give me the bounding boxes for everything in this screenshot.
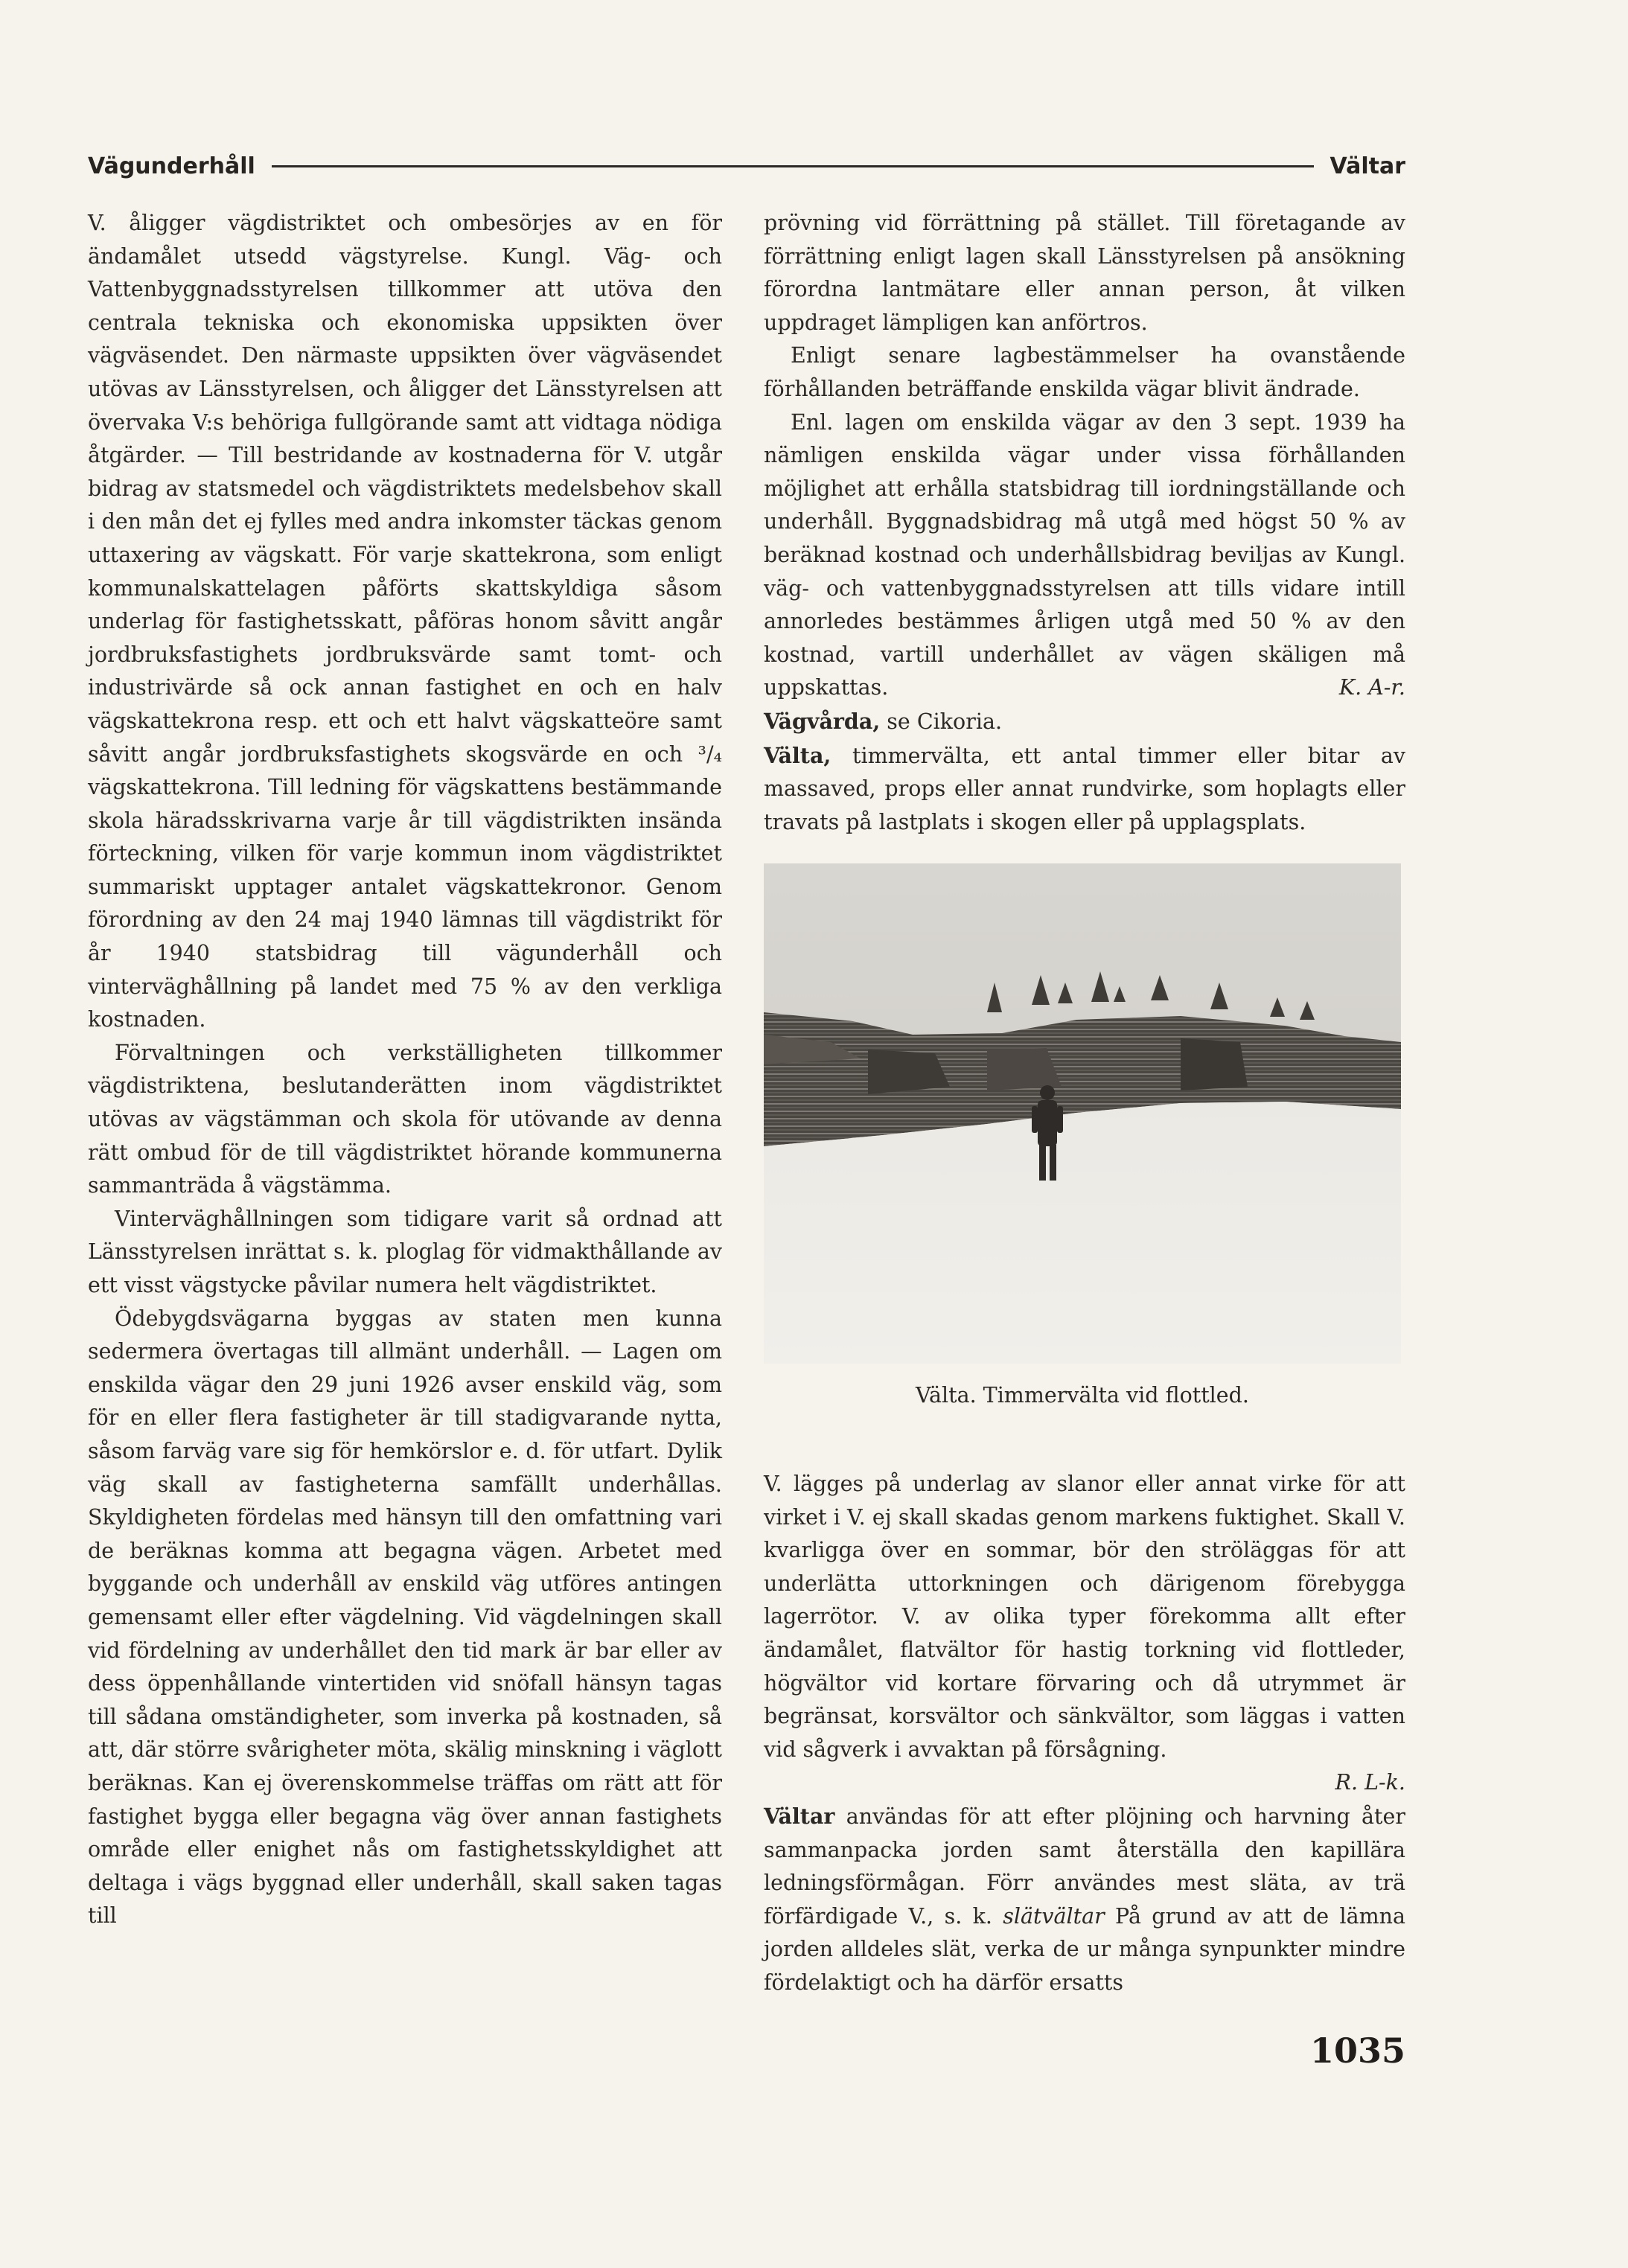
author-signature: R. L-k. bbox=[1335, 1770, 1405, 1795]
paragraph bbox=[764, 1468, 1405, 1766]
entry-vagvarda bbox=[764, 705, 1405, 739]
right-column-top bbox=[764, 207, 1405, 839]
paragraph: Vinterväghållningen som tidigare varit så ordnad att Länsstyrelsen inrättat s. k. ploglag för vidmakthållande av ett visst vägstycke påvilar numera helt vägdistriktet. bbox=[88, 1206, 722, 1297]
entry-text: användas för att efter plöjning och harvning åter sammanpacka jorden samt återställa den kapillära ledningsförmågan. Förr användes mest släta, av trä förfärdigade V., s. k. bbox=[764, 1804, 1405, 1929]
entry-text: se Cikoria. bbox=[880, 709, 1002, 734]
running-head bbox=[88, 151, 1405, 181]
entry-italic-term: slätvältar bbox=[1003, 1903, 1105, 1929]
page-number: 1035 bbox=[1309, 2031, 1405, 2071]
entry-valta bbox=[764, 739, 1405, 840]
paragraph bbox=[764, 406, 1405, 705]
paragraph: V. åligger vägdistriktet och ombesörjes av en för ändamålet utsedd vägstyrelse. Kungl. Väg- och Vattenbyggnadsstyrelsen tillkommer att utöva den centrala tekniska och ekonomiska uppsikten över vägväsendet. Den närmaste uppsikten över vägväsendet utövas av Länsstyrelsen, och åligger det Länsstyrelsen att övervaka V:s behöriga fullgörande samt att vidtaga nödiga åtgärder. — Till bestridande av kostnaderna för V. utgår bidrag av statsmedel och vägdistriktets medelsbehov skall i den mån det ej fylles med andra inkomster täckas genom uttaxering av vägskatt. För varje skattekrona, som enligt kommunalskattelagen påförts skattskyldiga såsom underlag för fastighetsskatt, påföras honom såvitt angår jordbruksfastighets jordbruksvärde samt tomt- och industrivärde så ock annan fastighet en och en halv vägskattekrona resp. ett och ett halvt vägskatteöre samt såvitt angår jordbruksfastighets skogsvärde en och ³/₄ vägskattekrona. Till ledning för vägskattens bestämmande skola häradsskrivarna varje år till vägdistrikten insända förteckning, vilken för varje kommun inom vägdistriktet summariskt upptager antalet vägskattekronor. Genom förordning av den 24 maj 1940 lämnas till vägdistrikt för år 1940 statsbidrag till vägunderhåll och vinterväghållning på landet med 75 % av den verkliga kostnaden. bbox=[88, 211, 722, 1032]
paragraph: prövning vid förrättning på stället. Till företagande av förrättning enligt lagen skall Länsstyrelsen på ansökning förordna lantmätare eller annan person, åt vilken uppdraget lämpligen kan anförtros. bbox=[764, 211, 1405, 335]
paragraph: Enligt senare lagbestämmelser ha ovanstående förhållanden beträffande enskilda vägar blivit ändrade. bbox=[764, 343, 1405, 401]
entry-text: På grund av att de lämna jorden alldeles slät, verka de ur många synpunkter mindre fördelaktigt och ha därför ersatts bbox=[764, 1903, 1405, 1995]
header-rule bbox=[272, 165, 1314, 167]
paragraph-text: Enl. lagen om enskilda vägar av den 3 sept. 1939 ha nämligen enskilda vägar under vissa förhållanden möjlighet att erhålla statsbidrag till iordningställande och underhåll. Byggnadsbidrag må utgå med högst 50 % av beräknad kostnad och underhållsbidrag beviljas av Kungl. väg- och vattenbyggnadsstyrelsen att tills vidare intill annorledes bestämmes årligen utgå med 50 % av den kostnad, vartill underhållet av vägen skäligen må uppskattas. bbox=[764, 409, 1405, 700]
left-column bbox=[88, 207, 722, 1933]
entry-term: Vägvårda, bbox=[764, 708, 881, 734]
header-left-title: Vägunderhåll bbox=[88, 153, 255, 179]
header-right-title: Vältar bbox=[1329, 153, 1405, 179]
timber-pile-photo bbox=[764, 863, 1401, 1364]
entry-term: Vältar bbox=[764, 1803, 835, 1829]
entry-term: Välta, bbox=[764, 742, 831, 768]
entry-valtar bbox=[764, 1800, 1405, 2000]
entry-text: timmervälta, ett antal timmer eller bitar av massaved, props eller annat rundvirke, som hoplagts eller travats på lastplats i skogen eller på upplagsplats. bbox=[764, 743, 1405, 834]
author-signature: K. A-r. bbox=[1338, 675, 1405, 700]
right-column-bottom bbox=[764, 1468, 1405, 2000]
paragraph: Förvaltningen och verkställigheten tillkommer vägdistriktena, beslutanderätten inom vägdistriktet utövas av vägstämman och skola för utövande av denna rätt ombud för de till vägdistriktet hörande kommunerna sammanträda å vägstämma. bbox=[88, 1040, 722, 1198]
paragraph-text: V. lägges på underlag av slanor eller annat virke för att virket i V. ej skall skadas genom markens fuktighet. Skall V. kvarligga över en sommar, bör den ströläggas för att underlätta uttorkningen och därigenom förebygga lagerrötor. V. av olika typer förekomma allt efter ändamålet, flatvältor för hastig torkning vid flottleder, högvältor vid kortare förvaring och då utrymmet är begränsat, korsvältor och sänkvältor, som läggas i vatten vid sågverk i avvaktan på försågning. bbox=[764, 1472, 1405, 1762]
paragraph: Ödebygdsvägarna byggas av staten men kunna sedermera övertagas till allmänt underhåll. — Lagen om enskilda vägar den 29 juni 1926 avser enskild väg, som för en eller flera fastigheter är till stadigvarande nytta, såsom farväg vare sig för hemkörslor e. d. för utfart. Dylik väg skall av fastigheterna samfällt underhållas. Skyldigheten fördelas med hänsyn till den omfattning vari de beräknas komma att begagna vägen. Arbetet med byggande och underhåll av enskild väg utföres antingen gemensamt eller efter vägdelning. Vid vägdelningen skall vid fördelning av underhållet den tid mark är bar eller av dess öppenhållande vintertiden vid snöfall hänsyn tagas till sådana omständigheter, som inverka på kostnaden, så att, där större svårigheter möta, skälig minskning i väglott beräknas. Kan ej överenskommelse träffas om rätt att för fastighet bygga eller begagna väg över annan fastighets område eller enighet nås om fastighetsskyldighet att deltaga i vägs byggnad eller underhåll, skall saken tagas till bbox=[88, 1306, 722, 1929]
figure-caption: Välta. Timmervälta vid flottled. bbox=[916, 1383, 1249, 1408]
